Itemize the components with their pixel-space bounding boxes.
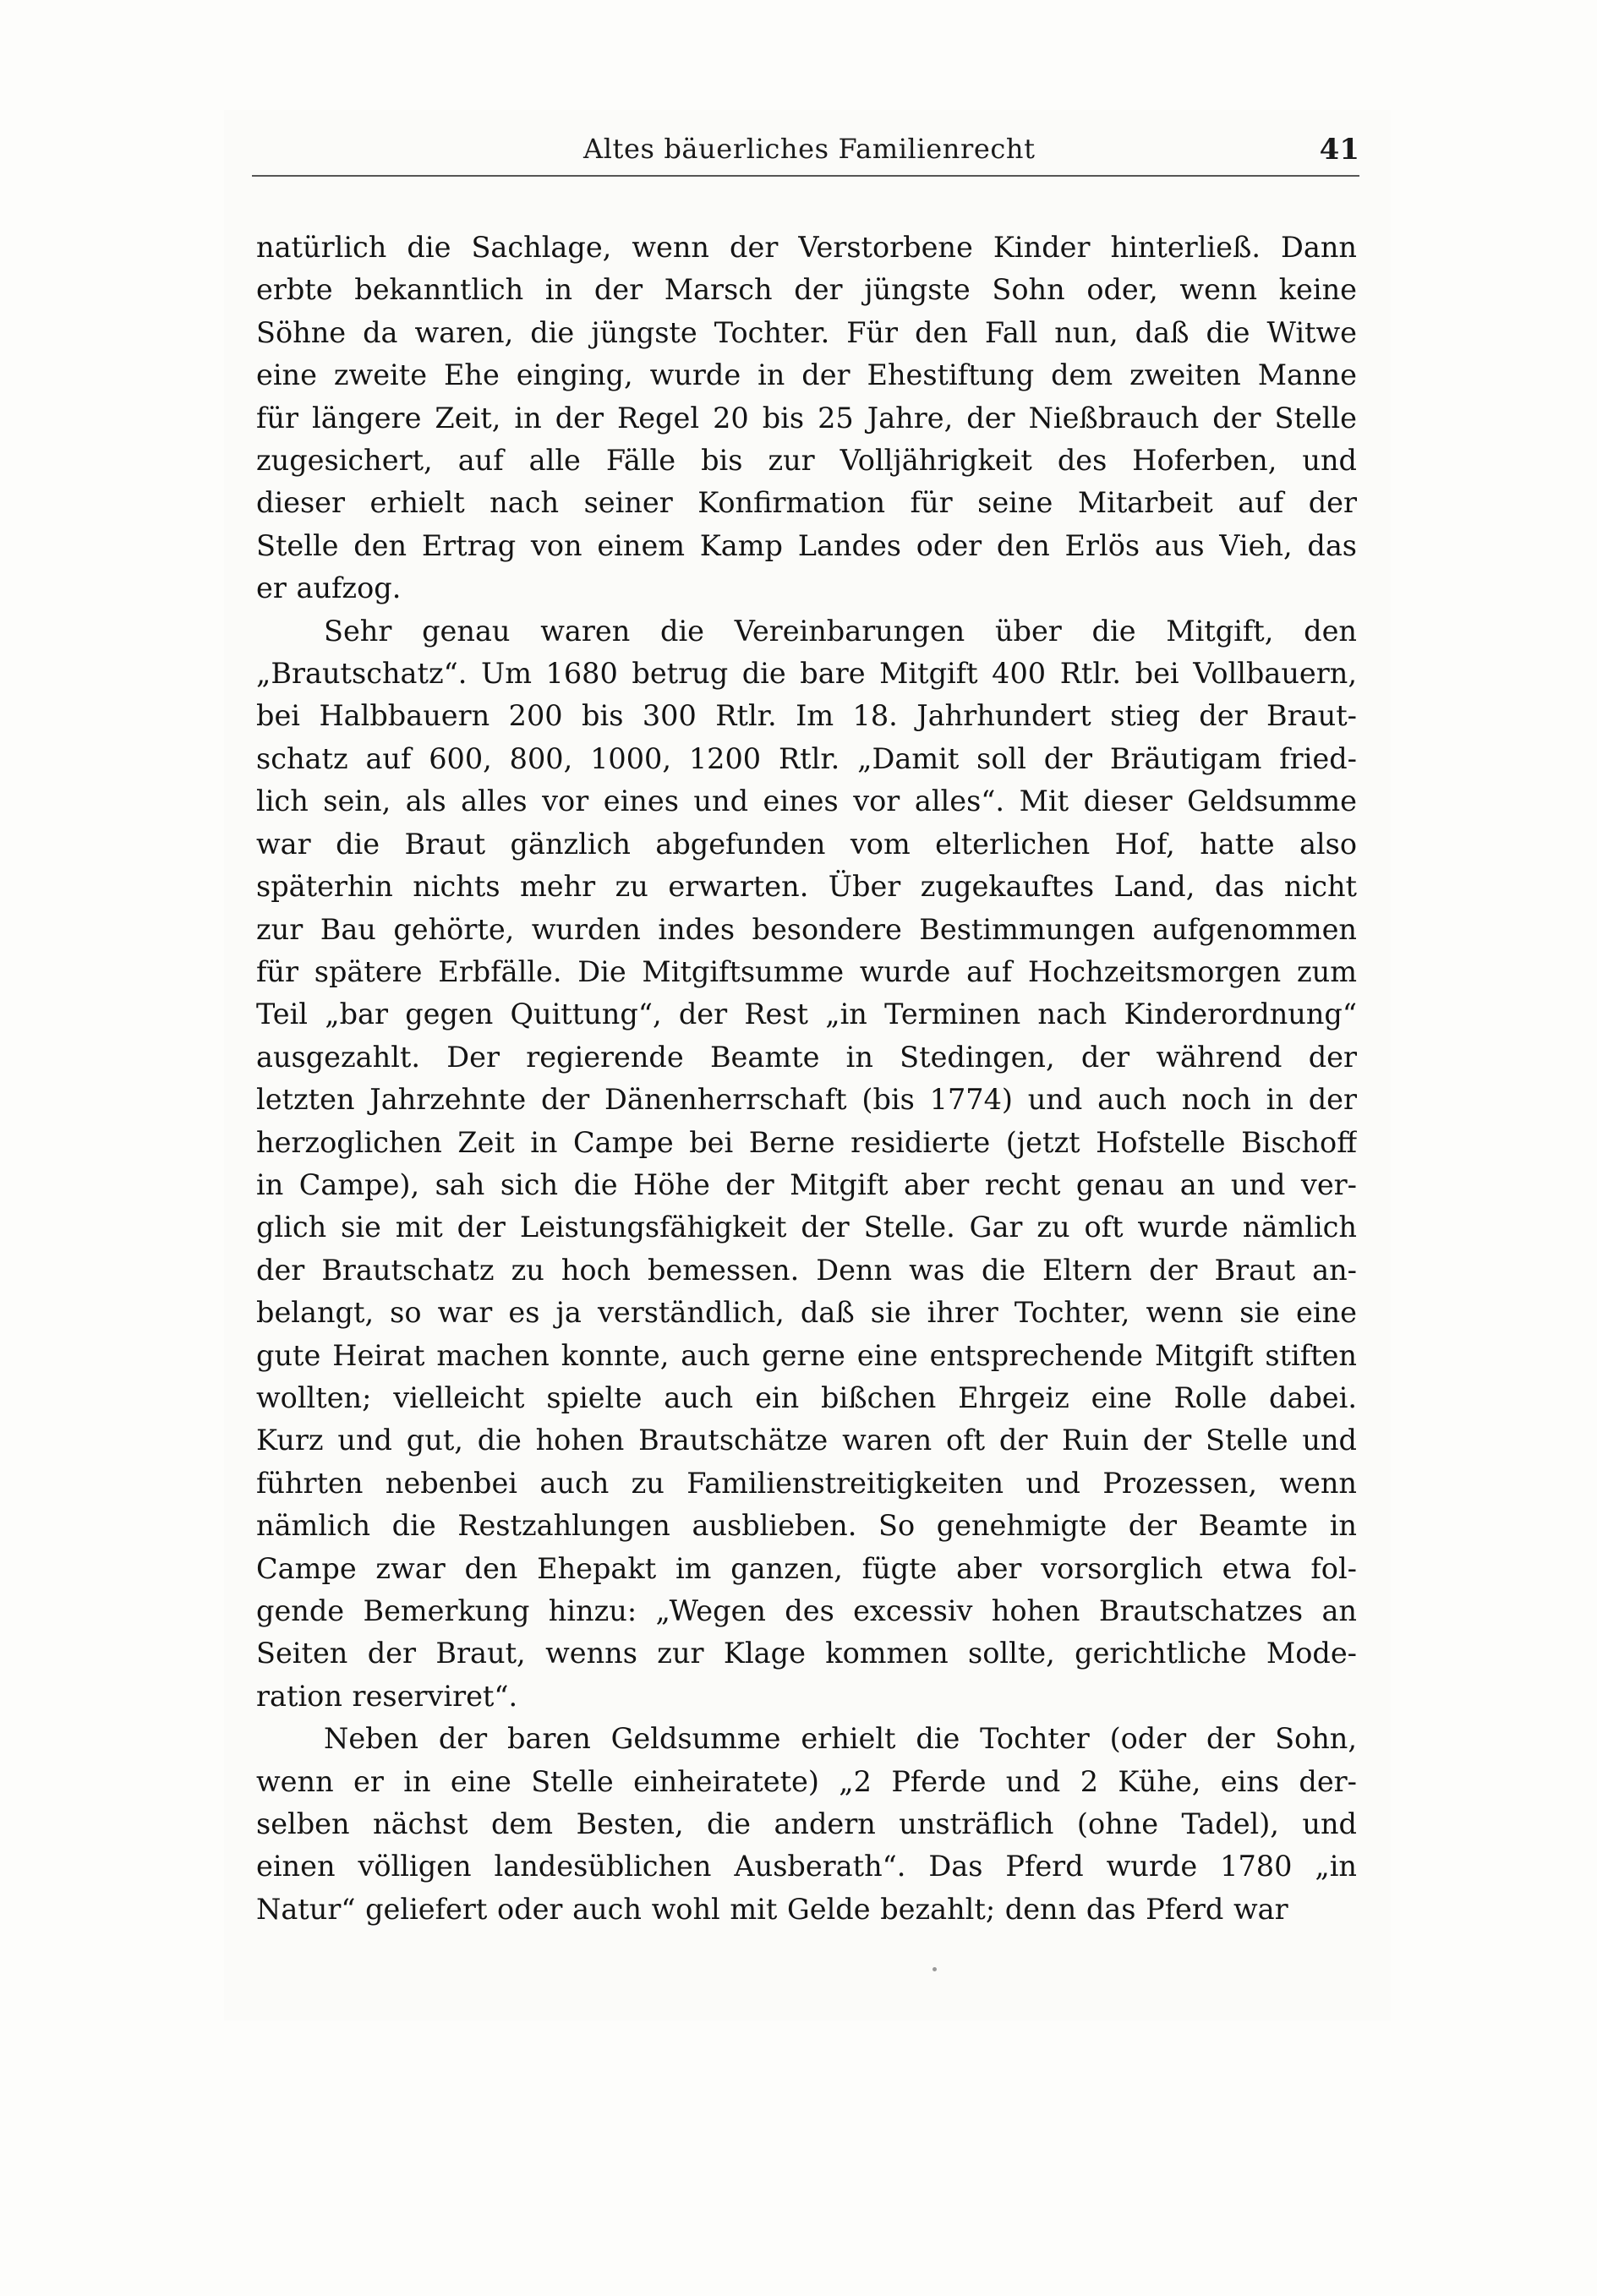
running-title: Altes bäuerliches Familienrecht [583,133,1036,165]
text-line: lich sein, als alles vor eines und eines vor alles“. Mit dieser Geldsumme [256,784,1357,818]
text-line: für längere Zeit, in der Regel 20 bis 25 Jahre, der Nießbrauch der Stelle [256,401,1357,435]
text-line: bei Halbbauern 200 bis 300 Rtlr. Im 18. Jahrhundert stieg der Braut- [256,699,1357,733]
paragraph [256,227,1357,610]
text-line: selben nächst dem Besten, die andern unsträflich (ohne Tadel), und [256,1807,1357,1841]
text-line: ausgezahlt. Der regierende Beamte in Stedingen, der während der [256,1040,1357,1074]
text-line: ration reserviret“. [256,1679,518,1713]
text-line: in Campe), sah sich die Höhe der Mitgift aber recht genau an und ver- [256,1167,1357,1201]
text-line: wenn er in eine Stelle einheiratete) „2 Pferde und 2 Kühe, eins der- [256,1764,1357,1798]
text-line: der Brautschatz zu hoch bemessen. Denn was die Eltern der Braut an- [256,1253,1357,1287]
scan-speck [932,1967,937,1971]
text-line: gute Heirat machen konnte, auch gerne eine entsprechende Mitgift stiften [256,1338,1357,1372]
text-line: wollten; vielleicht spielte auch ein bißchen Ehrgeiz eine Rolle dabei. [256,1380,1357,1414]
text-line: belangt, so war es ja verständlich, daß sie ihrer Tochter, wenn sie eine [256,1296,1357,1330]
text-line: schatz auf 600, 800, 1000, 1200 Rtlr. „Damit soll der Bräutigam fried- [256,741,1357,775]
text-line: Teil „bar gegen Quittung“, der Rest „in Terminen nach Kinderordnung“ [256,998,1357,1031]
text-line: zugesichert, auf alle Fälle bis zur Volljährigkeit des Hoferben, und [256,444,1357,478]
text-line: letzten Jahrzehnte der Dänenherrschaft (bis 1774) und auch noch in der [256,1083,1357,1117]
text-line: herzoglichen Zeit in Campe bei Berne residierte (jetzt Hofstelle Bischoff [256,1125,1357,1159]
page-number: 41 [1319,133,1359,167]
text-line: für spätere Erbfälle. Die Mitgiftsumme wurde auf Hochzeitsmorgen zum [256,954,1357,988]
text-line: gende Bemerkung hinzu: „Wegen des excessiv hohen Brautschatzes an [256,1594,1357,1627]
text-line: er aufzog. [256,571,402,605]
text-line: Natur“ geliefert oder auch wohl mit Gelde bezahlt; denn das Pferd war [256,1892,1288,1926]
header-rule [252,175,1359,177]
text-line: natürlich die Sachlage, wenn der Verstorbene Kinder hinterließ. Dann [256,231,1357,264]
text-line: Neben der baren Geldsumme erhielt die Tochter (oder der Sohn, [324,1722,1357,1756]
text-line: Kurz und gut, die hohen Brautschätze waren oft der Ruin der Stelle und [256,1424,1357,1457]
text-line: nämlich die Restzahlungen ausblieben. So genehmigte der Beamte in [256,1509,1357,1543]
text-line: späterhin nichts mehr zu erwarten. Über zugekauftes Land, das nicht [256,870,1357,904]
text-line: Campe zwar den Ehepakt im ganzen, fügte aber vorsorglich etwa fol- [256,1551,1357,1585]
text-line: Seiten der Braut, wenns zur Klage kommen sollte, gerichtliche Mode- [256,1637,1357,1670]
text-line: erbte bekanntlich in der Marsch der jüngste Sohn oder, wenn keine [256,273,1357,307]
text-line: Sehr genau waren die Vereinbarungen über die Mitgift, den [324,614,1357,648]
text-line: Stelle den Ertrag von einem Kamp Landes oder den Erlös aus Vieh, das [256,528,1357,562]
body-text [256,227,1357,1931]
text-line: „Brautschatz“. Um 1680 betrug die bare Mitgift 400 Rtlr. bei Vollbauern, [256,657,1357,691]
text-line: war die Braut gänzlich abgefunden vom elterlichen Hof, hatte also [256,827,1357,861]
text-line: einen völligen landesüblichen Ausberath“. Das Pferd wurde 1780 „in [256,1850,1357,1883]
text-line: führten nebenbei auch zu Familienstreitigkeiten und Prozessen, wenn [256,1466,1357,1500]
text-line: Söhne da waren, die jüngste Tochter. Für den Fall nun, daß die Witwe [256,315,1357,349]
text-line: zur Bau gehörte, wurden indes besondere Bestimmungen aufgenommen [256,912,1357,946]
paragraph [256,610,1357,1719]
text-line: dieser erhielt nach seiner Konfirmation für seine Mitarbeit auf der [256,486,1357,520]
text-line: eine zweite Ehe einging, wurde in der Ehestiftung dem zweiten Manne [256,358,1357,392]
text-line: glich sie mit der Leistungsfähigkeit der Stelle. Gar zu oft wurde nämlich [256,1211,1357,1244]
paragraph [256,1718,1357,1931]
page-header [252,133,1359,183]
